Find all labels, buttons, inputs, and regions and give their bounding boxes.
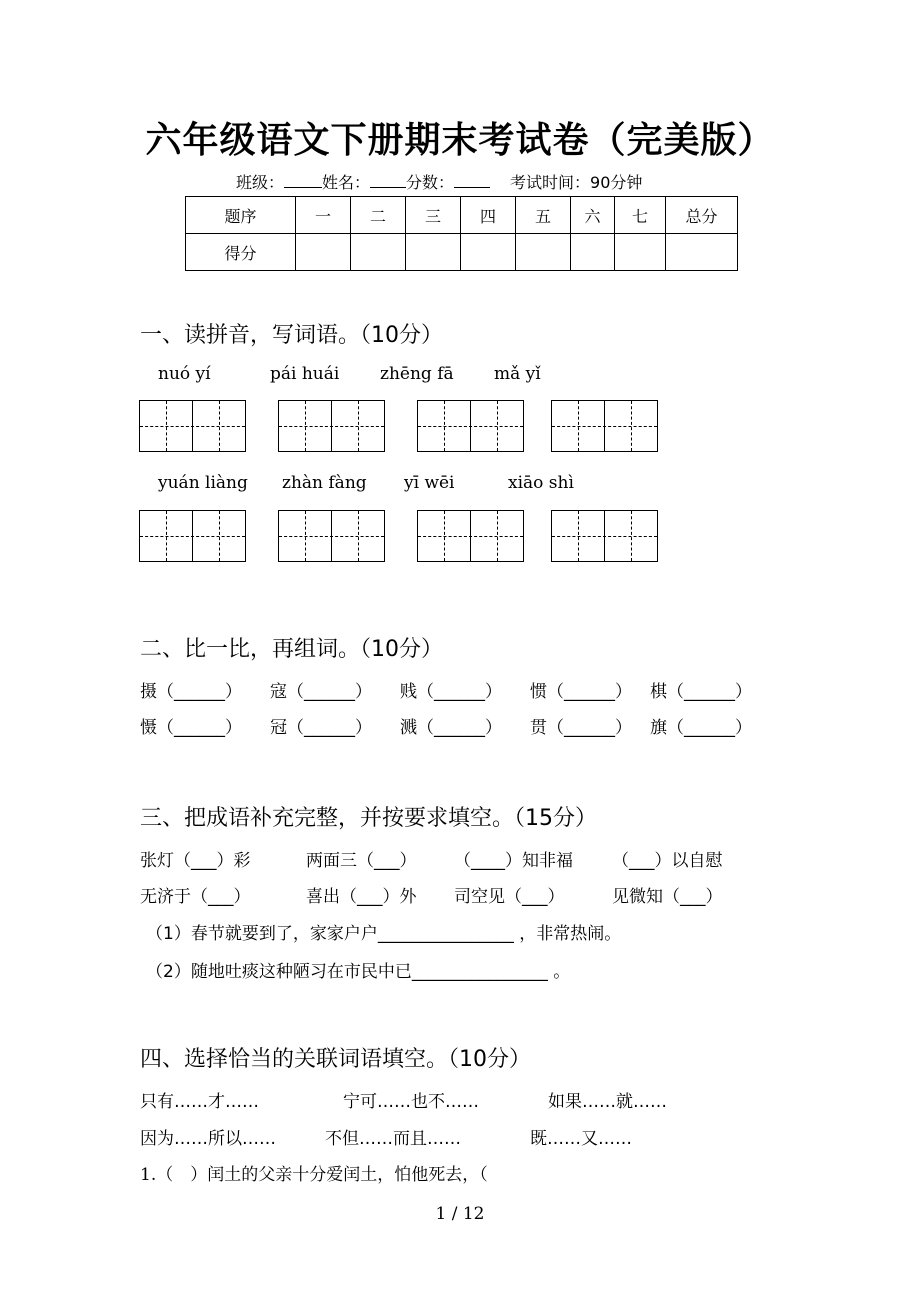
pinyin: pái huái	[270, 364, 340, 384]
page-number: 1 / 12	[435, 1204, 485, 1224]
writing-grid[interactable]	[417, 510, 524, 562]
table-cell: 六	[571, 197, 615, 234]
word-compare-item: 慑（______）	[140, 718, 242, 738]
score-input-cell[interactable]	[571, 234, 615, 271]
pinyin: xiāo shì	[508, 473, 574, 493]
idiom-item: （___）以自慰	[612, 851, 723, 871]
score-blank[interactable]	[454, 173, 490, 188]
score-table-header-row	[186, 197, 738, 234]
table-cell: 题序	[186, 197, 296, 234]
class-label: 班级：	[236, 173, 285, 192]
writing-grid[interactable]	[139, 510, 246, 562]
idiom-item: 两面三（___）	[306, 851, 417, 871]
word-compare-item: 寇（______）	[270, 682, 372, 702]
pinyin: zhàn fàng	[282, 473, 367, 493]
pinyin: nuó yí	[158, 364, 211, 384]
name-label: 姓名：	[322, 173, 371, 192]
conjunction-option: 只有……才……	[140, 1092, 259, 1112]
section1-heading: 一、读拼音，写词语。（10分）	[140, 323, 443, 348]
word-compare-item: 旗（______）	[650, 718, 752, 738]
score-table	[185, 196, 738, 271]
score-label: 分数：	[406, 173, 455, 192]
score-table-score-row	[186, 234, 738, 271]
score-input-cell[interactable]	[351, 234, 406, 271]
writing-grid[interactable]	[139, 400, 246, 452]
writing-grid[interactable]	[551, 510, 658, 562]
conjunction-option: 因为……所以……	[140, 1129, 276, 1149]
writing-grid[interactable]	[417, 400, 524, 452]
writing-grid[interactable]	[278, 400, 385, 452]
idiom-item: 喜出（___）外	[306, 887, 417, 907]
score-input-cell[interactable]	[516, 234, 571, 271]
exam-time: 考试时间：90分钟	[510, 173, 643, 192]
class-blank[interactable]	[284, 173, 322, 188]
score-input-cell[interactable]	[406, 234, 461, 271]
word-compare-item: 棋（______）	[650, 682, 752, 702]
conjunction-option: 不但……而且……	[325, 1129, 461, 1149]
table-cell: 四	[461, 197, 516, 234]
word-compare-item: 贯（______）	[530, 718, 632, 738]
idiom-item: 见微知（___）	[612, 887, 723, 907]
pinyin: yuán liàng	[158, 473, 248, 493]
idiom-item: （____）知非福	[454, 851, 573, 871]
table-cell: 一	[296, 197, 351, 234]
idiom-item: 张灯（___）彩	[140, 851, 251, 871]
writing-grid[interactable]	[551, 400, 658, 452]
pinyin: yī wēi	[404, 473, 455, 493]
pinyin: zhēng fā	[380, 364, 454, 384]
score-input-cell[interactable]	[666, 234, 738, 271]
table-cell: 七	[615, 197, 666, 234]
name-blank[interactable]	[370, 173, 406, 188]
table-cell: 五	[516, 197, 571, 234]
word-compare-item: 冠（______）	[270, 718, 372, 738]
section2-heading: 二、比一比，再组词。（10分）	[140, 637, 443, 662]
table-cell: 总分	[666, 197, 738, 234]
conjunction-option: 既……又……	[530, 1129, 632, 1149]
section3-heading: 三、把成语补充完整，并按要求填空。（15分）	[140, 806, 597, 831]
word-compare-item: 贱（______）	[400, 682, 502, 702]
word-compare-item: 溅（______）	[400, 718, 502, 738]
idiom-item: 司空见（___）	[454, 887, 565, 907]
fill-question: （2）随地吐痰这种陋习在市民中已________________ 。	[146, 962, 571, 982]
fill-question: （1）春节就要到了，家家户户________________ ，非常热闹。	[146, 924, 622, 944]
score-input-cell[interactable]	[296, 234, 351, 271]
pinyin: mǎ yǐ	[494, 364, 541, 384]
conjunction-option: 如果……就……	[548, 1092, 667, 1112]
page-title: 六年级语文下册期末考试卷（完美版）	[145, 119, 775, 161]
writing-grid[interactable]	[278, 510, 385, 562]
word-compare-item: 摄（______）	[140, 682, 242, 702]
conjunction-option: 宁可……也不……	[343, 1092, 479, 1112]
table-cell: 三	[406, 197, 461, 234]
word-compare-item: 惯（______）	[530, 682, 632, 702]
table-cell: 得分	[186, 234, 296, 271]
question-1: 1.（ ）闰土的父亲十分爱闰土，怕他死去，（	[140, 1165, 488, 1185]
score-input-cell[interactable]	[461, 234, 516, 271]
idiom-item: 无济于（___）	[140, 887, 251, 907]
table-cell: 二	[351, 197, 406, 234]
score-input-cell[interactable]	[615, 234, 666, 271]
section4-heading: 四、选择恰当的关联词语填空。（10分）	[140, 1047, 531, 1072]
student-info-line	[236, 170, 642, 193]
